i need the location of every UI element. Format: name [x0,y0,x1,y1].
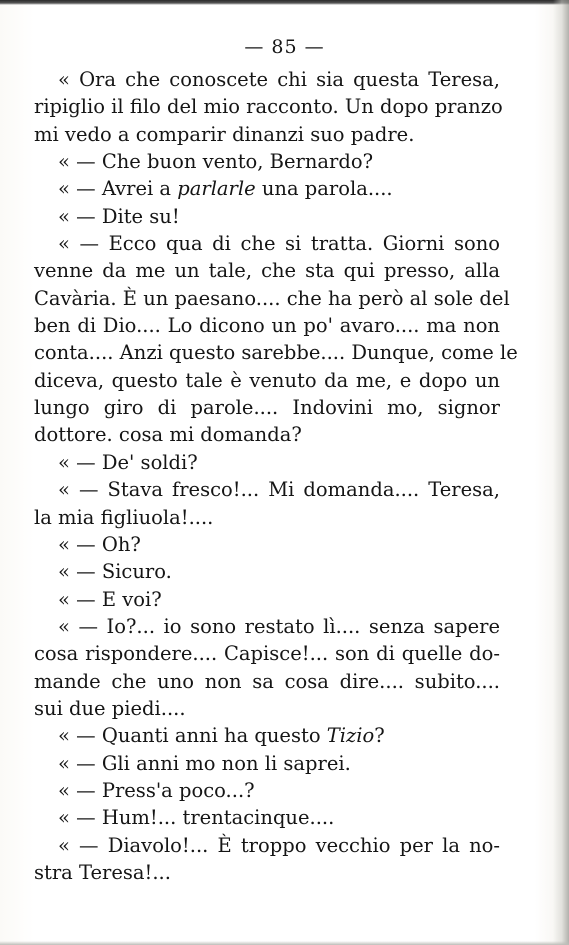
text-line: « — Diavolo!... È troppo vecchio per la no- [58,833,500,857]
page-number: — 85 — [244,36,325,58]
text-line: « — Oh? [58,532,141,556]
page-body-text [34,66,518,886]
text-line: mande che uno non sa cosa dire.... subito.... [34,669,500,693]
text-line: venne da me un tale, che sta qui presso, alla [34,259,500,283]
text-line: diceva, questo tale è venuto da me, e dopo un [34,368,500,392]
text-line: cosa rispondere.... Capisce!... son di quelle do- [34,642,500,666]
line-text: « — Avrei a [58,177,178,201]
italic-word: parlarle [177,177,256,201]
text-line: Cavària. È un paesano.... che ha però al sole del [34,286,510,310]
page-binding-shadow [553,0,569,945]
text-line: « — Ecco qua di che si tratta. Giorni sono [58,232,500,256]
page-bottom-edge [0,941,569,945]
text-line: « — Press'a poco...? [58,778,255,802]
text-line: stra Teresa!... [34,860,171,884]
text-line: conta.... Anzi questo sarebbe.... Dunque, come le [34,341,518,365]
text-line: sui due piedi.... [34,696,186,720]
text-line: « — Hum!... trentacinque.... [58,806,335,830]
text-line: « Ora che conoscete chi sia questa Teresa, [58,68,500,91]
text-line: « — E voi? [58,587,162,611]
text-line: dottore. cosa mi domanda? [34,423,302,447]
line-text: ? [374,724,385,748]
text-line: « — Sicuro. [58,560,172,584]
line-text: « — Quanti anni ha questo [58,724,327,748]
line-text: una parola.... [255,177,393,201]
text-line: « — Che buon vento, Bernardo? [58,150,374,174]
text-line: « — Dite su! [58,204,180,228]
text-line: ripiglio il filo del mio racconto. Un dopo pranzo [34,95,503,119]
text-line: « — Stava fresco!... Mi domanda.... Teresa, [58,478,500,502]
page-top-edge [0,0,569,5]
text-line [34,175,500,202]
text-line: « — De' soldi? [58,450,198,474]
italic-word: Tizio [326,724,375,748]
text-line: lungo giro di parole.... Indovini mo, signor [34,396,500,420]
text-line: la mia figliuola!.... [34,505,214,529]
text-line: mi vedo a comparir dinanzi suo padre. [34,122,415,146]
text-line [34,722,500,749]
text-line: « — Io?... io sono restato lì.... senza sapere [58,614,500,638]
text-line: ben di Dio.... Lo dicono un po' avaro.... ma non [34,314,500,338]
text-line: « — Gli anni mo non li saprei. [58,751,351,775]
